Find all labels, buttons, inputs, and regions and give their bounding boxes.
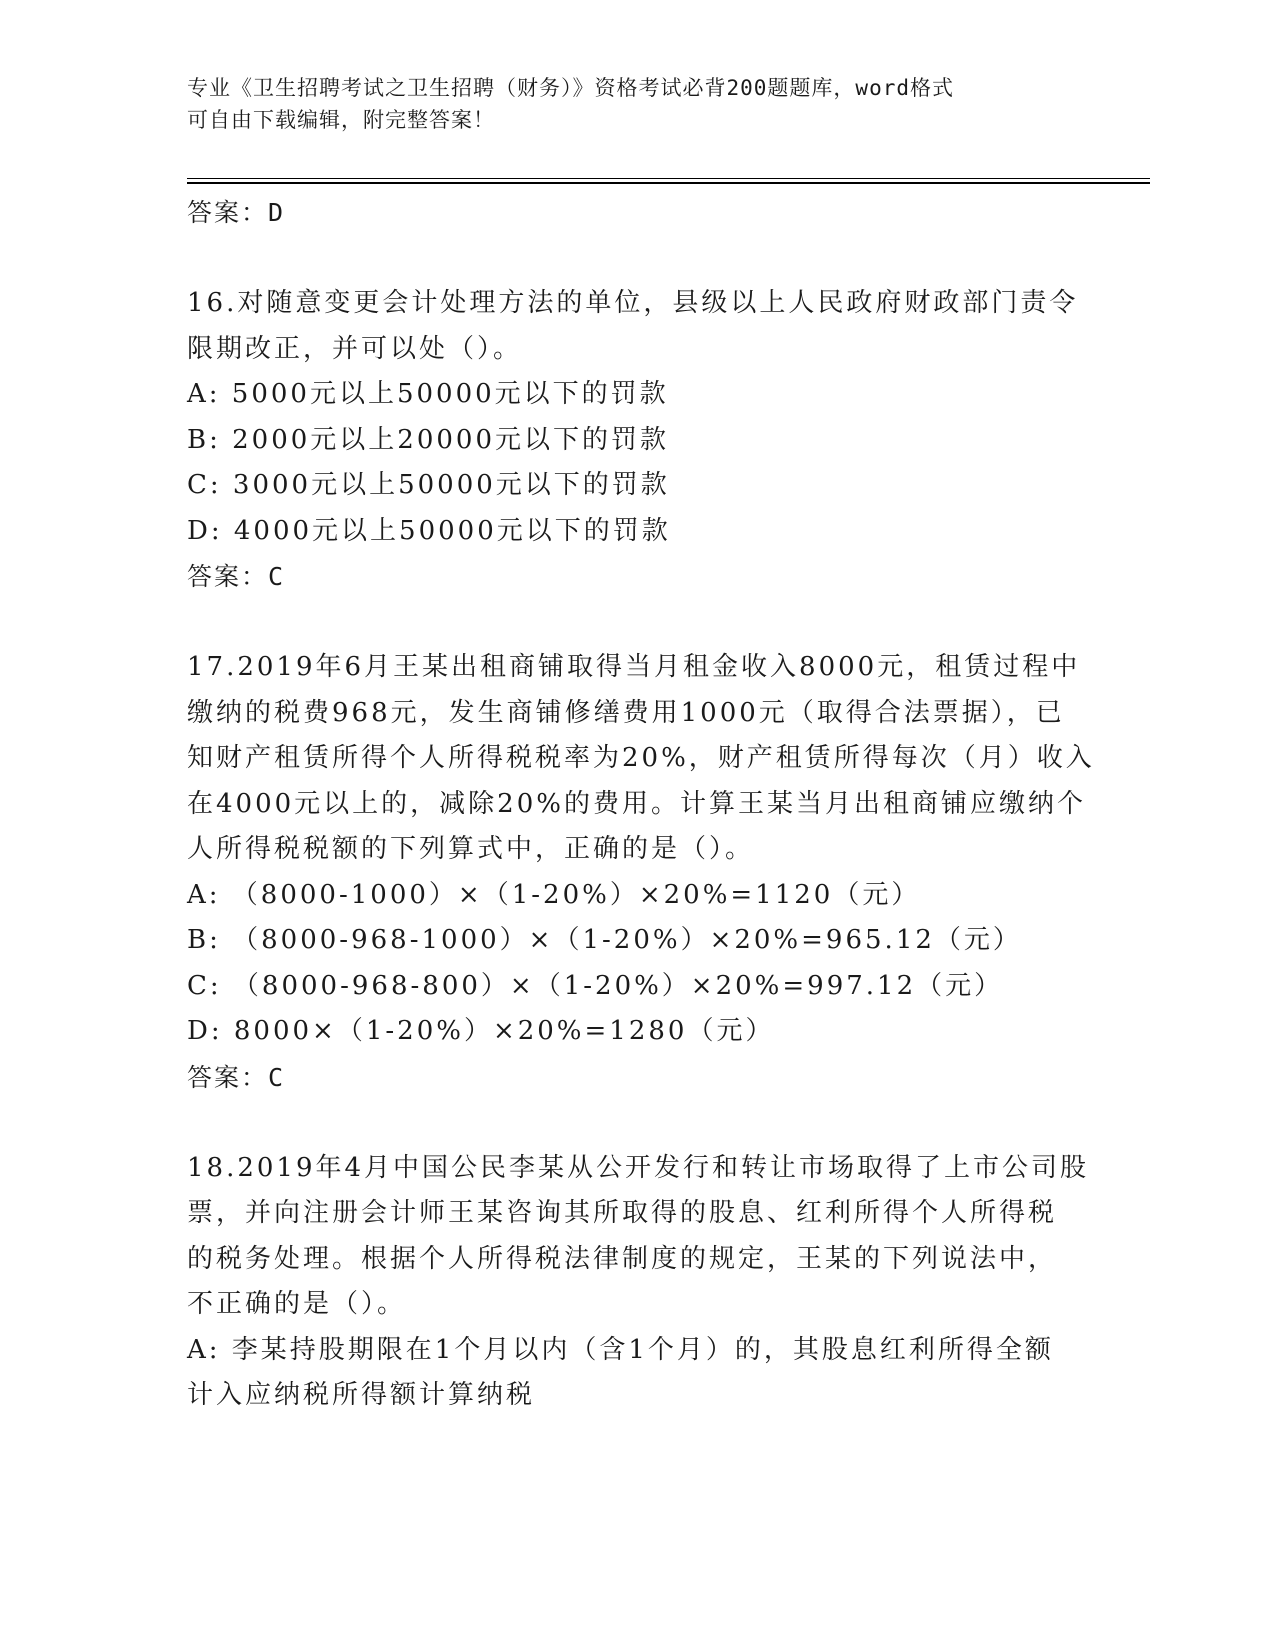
option-b: B: 2000元以上20000元以下的罚款 (187, 424, 670, 455)
question-text-line: 限期改正，并可以处（）。 (187, 333, 523, 364)
header-rule-thick (187, 182, 1150, 184)
document-body (187, 190, 1095, 1419)
question-text-line: 17.2019年6月王某出租商铺取得当月租金收入8000元，租赁过程中 (187, 652, 1081, 682)
option-d: D: 8000×（1-20%）×20%=1280（元） (187, 1016, 775, 1046)
question-text-line: 不正确的是（）。 (187, 1289, 407, 1319)
question-text-line: 的税务处理。根据个人所得税法律制度的规定，王某的下列说法中， (187, 1243, 1058, 1274)
question-text-line: 16.对随意变更会计处理方法的单位，县级以上人民政府财政部门责令 (187, 288, 1079, 318)
option-b: B: （8000-968-1000）×（1-20%）×20%=965.12（元） (187, 925, 1022, 955)
question-text-line: 知财产租赁所得个人所得税税率为20%，财产租赁所得每次（月）收入 (187, 743, 1095, 773)
answer: 答案：C (187, 1062, 286, 1092)
option-c: C: 3000元以上50000元以下的罚款 (187, 470, 670, 500)
option-d: D: 4000元以上50000元以下的罚款 (187, 515, 671, 546)
document-header (187, 72, 1067, 136)
answer: 答案：C (187, 562, 286, 591)
header-line-2: 可自由下载编辑，附完整答案！ (187, 108, 495, 132)
question-17 (187, 645, 1095, 1100)
question-16 (187, 281, 1087, 600)
question-text-line: 缴纳的税费968元，发生商铺修缮费用1000元（取得合法票据），已 (187, 697, 1065, 728)
spacer (187, 236, 1087, 282)
question-text-line: 票，并向注册会计师王某咨询其所取得的股息、红利所得个人所得税 (187, 1198, 1058, 1228)
answer-prev: 答案：D (187, 198, 286, 227)
spacer (187, 1100, 1087, 1146)
option-a: A: （8000-1000）×（1-20%）×20%=1120（元） (187, 879, 921, 910)
question-text-line: 18.2019年4月中国公民李某从公开发行和转让市场取得了上市公司股 (187, 1152, 1090, 1183)
option-a-continued: 计入应纳税所得额计算纳税 (187, 1380, 536, 1410)
option-a: A: 5000元以上50000元以下的罚款 (187, 379, 669, 409)
option-c: C: （8000-968-800）×（1-20%）×20%=997.12（元） (187, 970, 1004, 1001)
question-text-line: 人所得税税额的下列算式中，正确的是（）。 (187, 834, 755, 864)
header-rule-thin (187, 178, 1150, 179)
header-line-1: 专业《卫生招聘考试之卫生招聘（财务）》资格考试必背200题题库，word格式 (187, 76, 954, 100)
question-18 (187, 1146, 1090, 1419)
option-a: A: 李某持股期限在1个月以内（含1个月）的，其股息红利所得全额 (187, 1334, 1054, 1365)
spacer (187, 600, 1087, 646)
question-text-line: 在4000元以上的，减除20%的费用。计算王某当月出租商铺应缴纳个 (187, 788, 1086, 819)
